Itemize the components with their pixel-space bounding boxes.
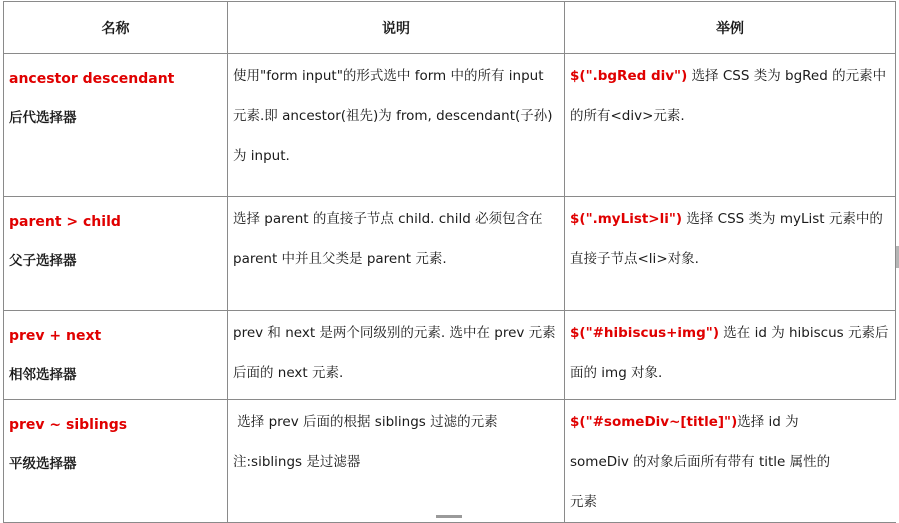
table-row [4, 54, 896, 197]
example-code: $(".myList>li") [570, 211, 683, 227]
example-text: 选择 CSS 类为 myList 元素中的直接子节点<li>对象. [570, 211, 883, 267]
selector-name-cn: 相邻选择器 [9, 367, 77, 383]
description-cell [228, 311, 565, 400]
name-cell [4, 197, 228, 311]
example-code: $("#hibiscus+img") [570, 325, 719, 341]
example-cell [565, 197, 896, 311]
example-text: 选择 CSS 类为 bgRed 的元素中的所有<div>元素. [570, 68, 887, 124]
selector-name-cn: 平级选择器 [9, 456, 77, 472]
name-cell [4, 400, 228, 523]
selector-name-en: ancestor descendant [9, 71, 175, 87]
table-header-row [4, 2, 896, 54]
example-code: $("#someDiv~[title]") [570, 414, 738, 430]
selector-description: 选择 parent 的直接子节点 child. child 必须包含在 parent 中并且父类是 parent 元素. [233, 211, 543, 267]
example-code: $(".bgRed div") [570, 68, 688, 84]
example-cell [565, 400, 896, 523]
selector-name-en: parent > child [9, 214, 121, 230]
example-cell [565, 311, 896, 400]
description-line: 选择 prev 后面的根据 siblings 过滤的元素 [233, 414, 498, 430]
description-cell [228, 400, 565, 523]
table-row [4, 400, 896, 523]
selector-example [565, 197, 895, 279]
selector-description: prev 和 next 是两个同级别的元素. 选中在 prev 元素后面的 next 元素. [233, 325, 556, 381]
description-line: 注:siblings 是过滤器 [233, 454, 361, 470]
name-cell [4, 54, 228, 197]
table-row [4, 311, 896, 400]
selector-example [565, 400, 896, 522]
selector-table [3, 1, 896, 523]
header-example: 举例 [565, 2, 896, 54]
header-description: 说明 [228, 2, 565, 54]
selector-example [565, 54, 895, 136]
selector-example [565, 311, 895, 393]
selector-name-cn: 父子选择器 [9, 253, 77, 269]
table-row [4, 197, 896, 311]
description-cell [228, 54, 565, 197]
example-text: 选在 id 为 hibiscus 元素后面的 img 对象. [570, 325, 889, 381]
selector-name-en: prev ~ siblings [9, 417, 128, 433]
example-cell [565, 54, 896, 197]
selector-name-en: prev + next [9, 328, 102, 344]
description-cell [228, 197, 565, 311]
selector-name-cn: 后代选择器 [9, 110, 77, 126]
header-name: 名称 [4, 2, 228, 54]
example-text: 选择 id 为 someDiv 的对象后面所有带有 title 属性的元素 [570, 414, 831, 510]
selector-description [228, 400, 564, 482]
name-cell [4, 311, 228, 400]
selector-description: 使用"form input"的形式选中 form 中的所有 input 元素.即 ancestor(祖先)为 from, descendant(子孙)为 input. [233, 68, 553, 164]
